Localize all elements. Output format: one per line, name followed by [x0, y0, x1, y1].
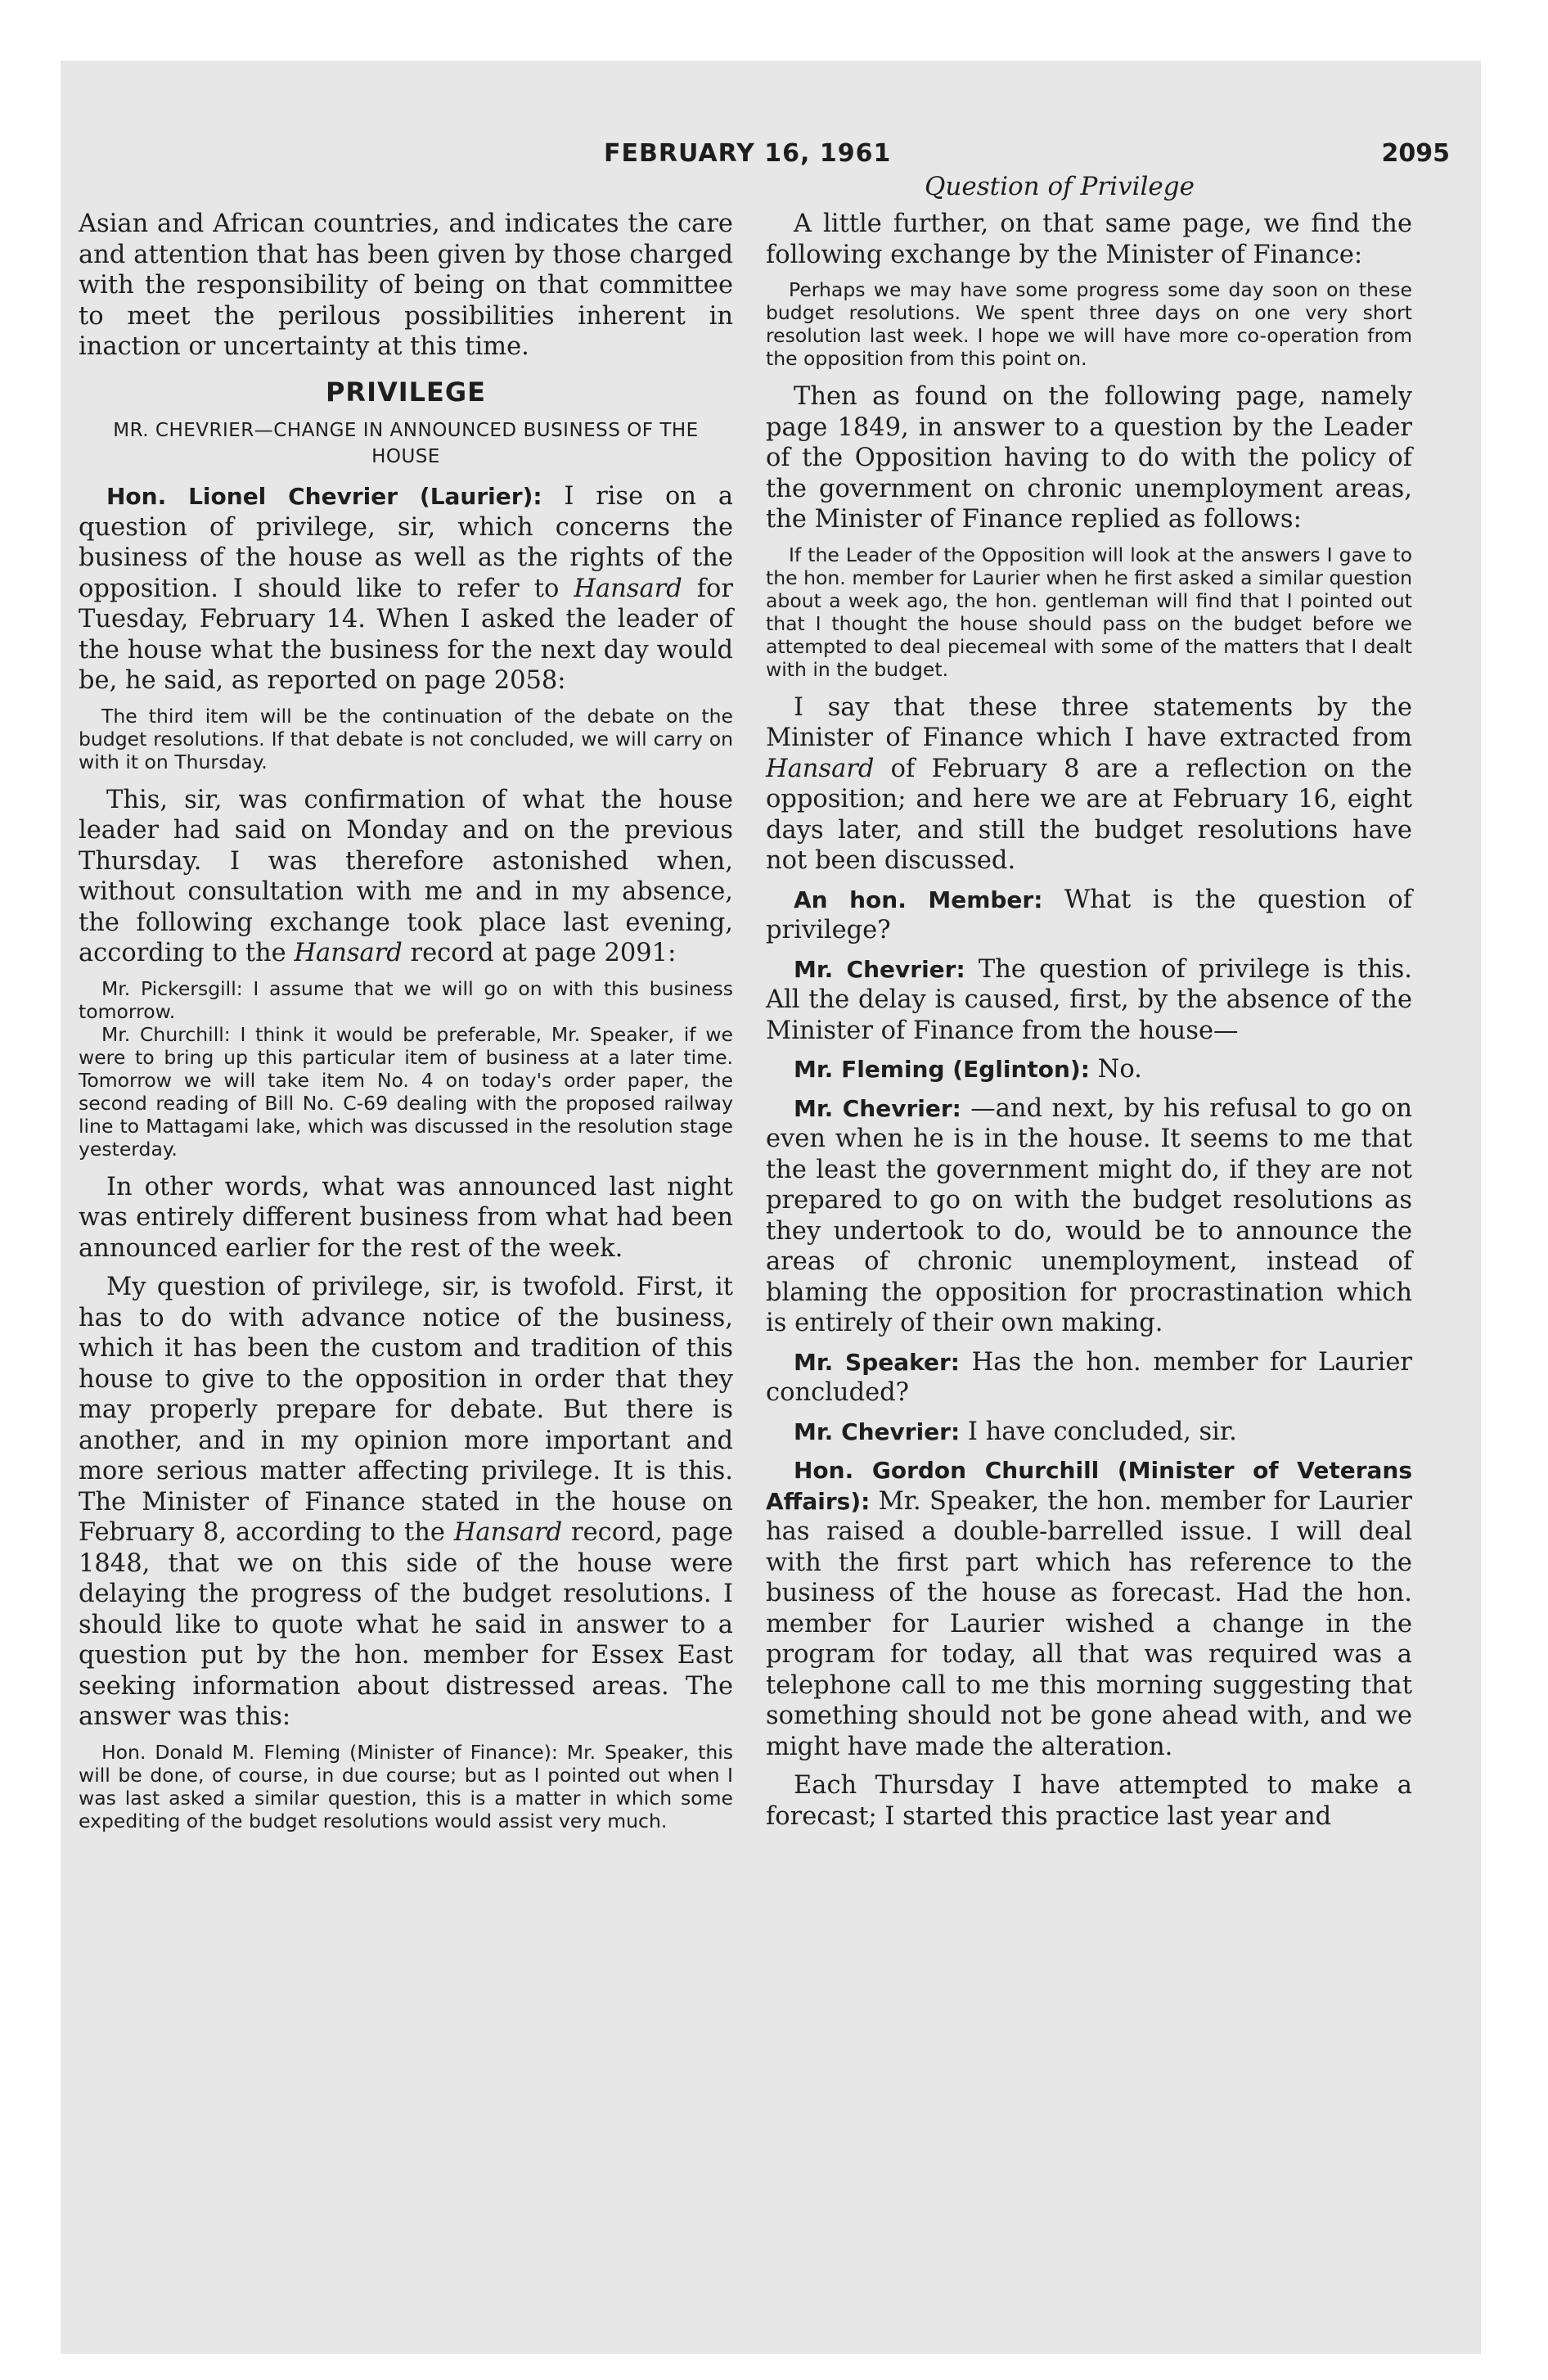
- text-run: of February 8 are a reflection on the opposition; and here we are at February 16, eight days later, and still the budget resolutions have not been discussed.: [766, 754, 1412, 875]
- left-column: [79, 209, 733, 1844]
- paragraph: [766, 1455, 1412, 1762]
- header-date: FEBRUARY 16, 1961: [604, 139, 892, 168]
- quote-text: Mr. Churchill: I think it would be preferable, Mr. Speaker, if we were to bring up this particular item of business at a later time. Tomorrow we will take item No. 4 on today's order paper, the second reading of Bill No. C-69 dealing with the proposed railway line to Mattagami lake, which was discussed in the resolution stage yesterday.: [79, 1022, 733, 1161]
- quote-text: The third item will be the continuation of the debate on the budget resolutions. If that debate is not concluded, we will carry on with it on Thursday.: [79, 704, 733, 773]
- speaker-name: Mr. Speaker:: [794, 1348, 960, 1376]
- paragraph: Then as found on the following page, namely page 1849, in answer to a question by the Leader of the Opposition having to do with the policy of the government on chronic unemployment areas, the Minister of Finance replied as follows:: [766, 382, 1412, 534]
- quotation: [766, 278, 1412, 370]
- speaker-name: Mr. Chevrier:: [794, 1418, 961, 1445]
- paragraph: In other words, what was announced last night was entirely different business from what had been announced earlier for the rest of the week.: [79, 1172, 733, 1263]
- paragraph: [79, 481, 733, 696]
- paragraph: [766, 1093, 1412, 1339]
- text-run: —and next, by his refusal to go on even when he is in the house. It seems to me that the least the government might do, if they are not prepared to go on with the budget resolutions as they undertook to do, would be to announce the areas of chronic unemployment, instead of blaming the opposition for procrastination which is entirely of their own making.: [766, 1093, 1412, 1337]
- text-run: I say that these three statements by the Minister of Finance which I have extracted from: [766, 692, 1412, 752]
- paragraph: [766, 1417, 1412, 1448]
- quote-text: Mr. Pickersgill: I assume that we will go on with this business tomorrow.: [79, 976, 733, 1023]
- italic-text: Hansard: [453, 1518, 563, 1547]
- quote-text: Perhaps we may have some progress some day soon on these budget resolutions. We spent three days on one very short resolution last week. I hope we will have more co-operation from the opposition from this point on.: [766, 278, 1412, 370]
- speaker-name: Mr. Chevrier:: [794, 1094, 961, 1122]
- text-run: for Tuesday, February 14. When I asked the leader of the house what the business for the next day would be, he said, as reported on page 2058:: [79, 574, 733, 695]
- right-column: [766, 209, 1412, 1840]
- page-header: [64, 139, 1450, 180]
- italic-text: Hansard: [766, 754, 875, 783]
- quotation: [79, 977, 733, 1161]
- sub-title: MR. CHEVRIER—CHANGE IN ANNOUNCED BUSINESS OF THE HOUSE: [113, 420, 699, 467]
- text-run: This, sir, was confirmation of what the house leader had said on Monday and on the previous Thursday. I was therefore astonished when, without consultation with me and in my absence, the following exchange took place last evening, according to the: [79, 785, 733, 967]
- text-run: I rise on a question of privilege, sir, which concerns the business of the house as well as the rights of the opposition. I should like to refer to: [79, 482, 733, 603]
- paragraph: [79, 1272, 733, 1733]
- italic-text: Hansard: [574, 574, 682, 603]
- paragraph: [766, 1347, 1412, 1409]
- quote-text: Hon. Donald M. Fleming (Minister of Finance): Mr. Speaker, this will be done, of course, in due course; but as I pointed out when I was last asked a similar question, this is a matter in which some expediting of the budget resolutions would assist very much.: [79, 1740, 733, 1832]
- text-run: My question of privilege, sir, is twofold. First, it has to do with advance notice of the business, which it has been the custom and tradition of this house to give to the opposition in order that they may properly prepare for debate. But there is another, and in my opinion more important and more serious matter affecting privilege. It is this. The Minister of Finance stated in the house on February 8, according to the: [79, 1273, 733, 1547]
- speaker-name: An hon. Member:: [794, 886, 1043, 913]
- quote-text: If the Leader of the Opposition will look at the answers I gave to the hon. member for Laurier when he first asked a similar question about a week ago, the hon. gentleman will find that I pointed out that I thought the house should pass on the budget before we attempted to deal piecemeal with some of the matters that I dealt with in the budget.: [766, 543, 1412, 681]
- paragraph: [766, 885, 1412, 946]
- speaker-name: Mr. Fleming (Eglinton):: [794, 1056, 1090, 1083]
- paragraph: [766, 692, 1412, 877]
- quotation: [766, 543, 1412, 681]
- running-head: Question of Privilege: [925, 172, 1195, 201]
- text-run: I have concluded, sir.: [967, 1417, 1237, 1446]
- text-run: What is the question of privilege?: [766, 885, 1412, 944]
- quotation: [79, 705, 733, 773]
- quotation: [79, 1741, 733, 1832]
- section-title: PRIVILEGE: [325, 376, 487, 408]
- text-run: record, page 1848, that we on this side of the house were delaying the progress of the budget resolutions. I should like to quote what he said in answer to a question put by the hon. member for Essex East seeking information about distressed areas. The answer was this:: [79, 1518, 733, 1731]
- paragraph: [766, 954, 1412, 1047]
- italic-text: Hansard: [294, 939, 403, 967]
- text-run: Has the hon. member for Laurier concluded?: [766, 1347, 1413, 1407]
- text-run: The question of privilege is this. All the delay is caused, first, by the absence of the Minister of Finance from the house—: [766, 954, 1412, 1045]
- text-run: No.: [1097, 1055, 1142, 1084]
- paragraph: [79, 785, 733, 969]
- text-run: record at page 2091:: [410, 939, 677, 967]
- speaker-name: Hon. Gordon Churchill (Minister of Veterans Affairs):: [766, 1457, 1412, 1515]
- speaker-name: Mr. Chevrier:: [794, 955, 965, 983]
- speaker-name: Hon. Lionel Chevrier (Laurier):: [106, 483, 542, 510]
- page-number: 2095: [1381, 139, 1450, 168]
- paragraph: Asian and African countries, and indicates the care and attention that has been given by those charged with the responsibility of being on that committee to meet the perilous possibilities inherent in inaction or uncertainty at this time.: [79, 210, 733, 361]
- paragraph: [766, 1054, 1412, 1085]
- paragraph: A little further, on that same page, we find the following exchange by the Minister of Finance:: [766, 210, 1412, 269]
- paragraph: Each Thursday I have attempted to make a forecast; I started this practice last year and: [766, 1771, 1412, 1831]
- text-run: Mr. Speaker, the hon. member for Laurier has raised a double-barrelled issue. I will deal with the first part which has reference to the business of the house as forecast. Had the hon. member for Laurier wished a change in the program for today, all that was required was a telephone call to me this morning suggesting that something should not be gone ahead with, and we might have made the alteration.: [766, 1486, 1412, 1761]
